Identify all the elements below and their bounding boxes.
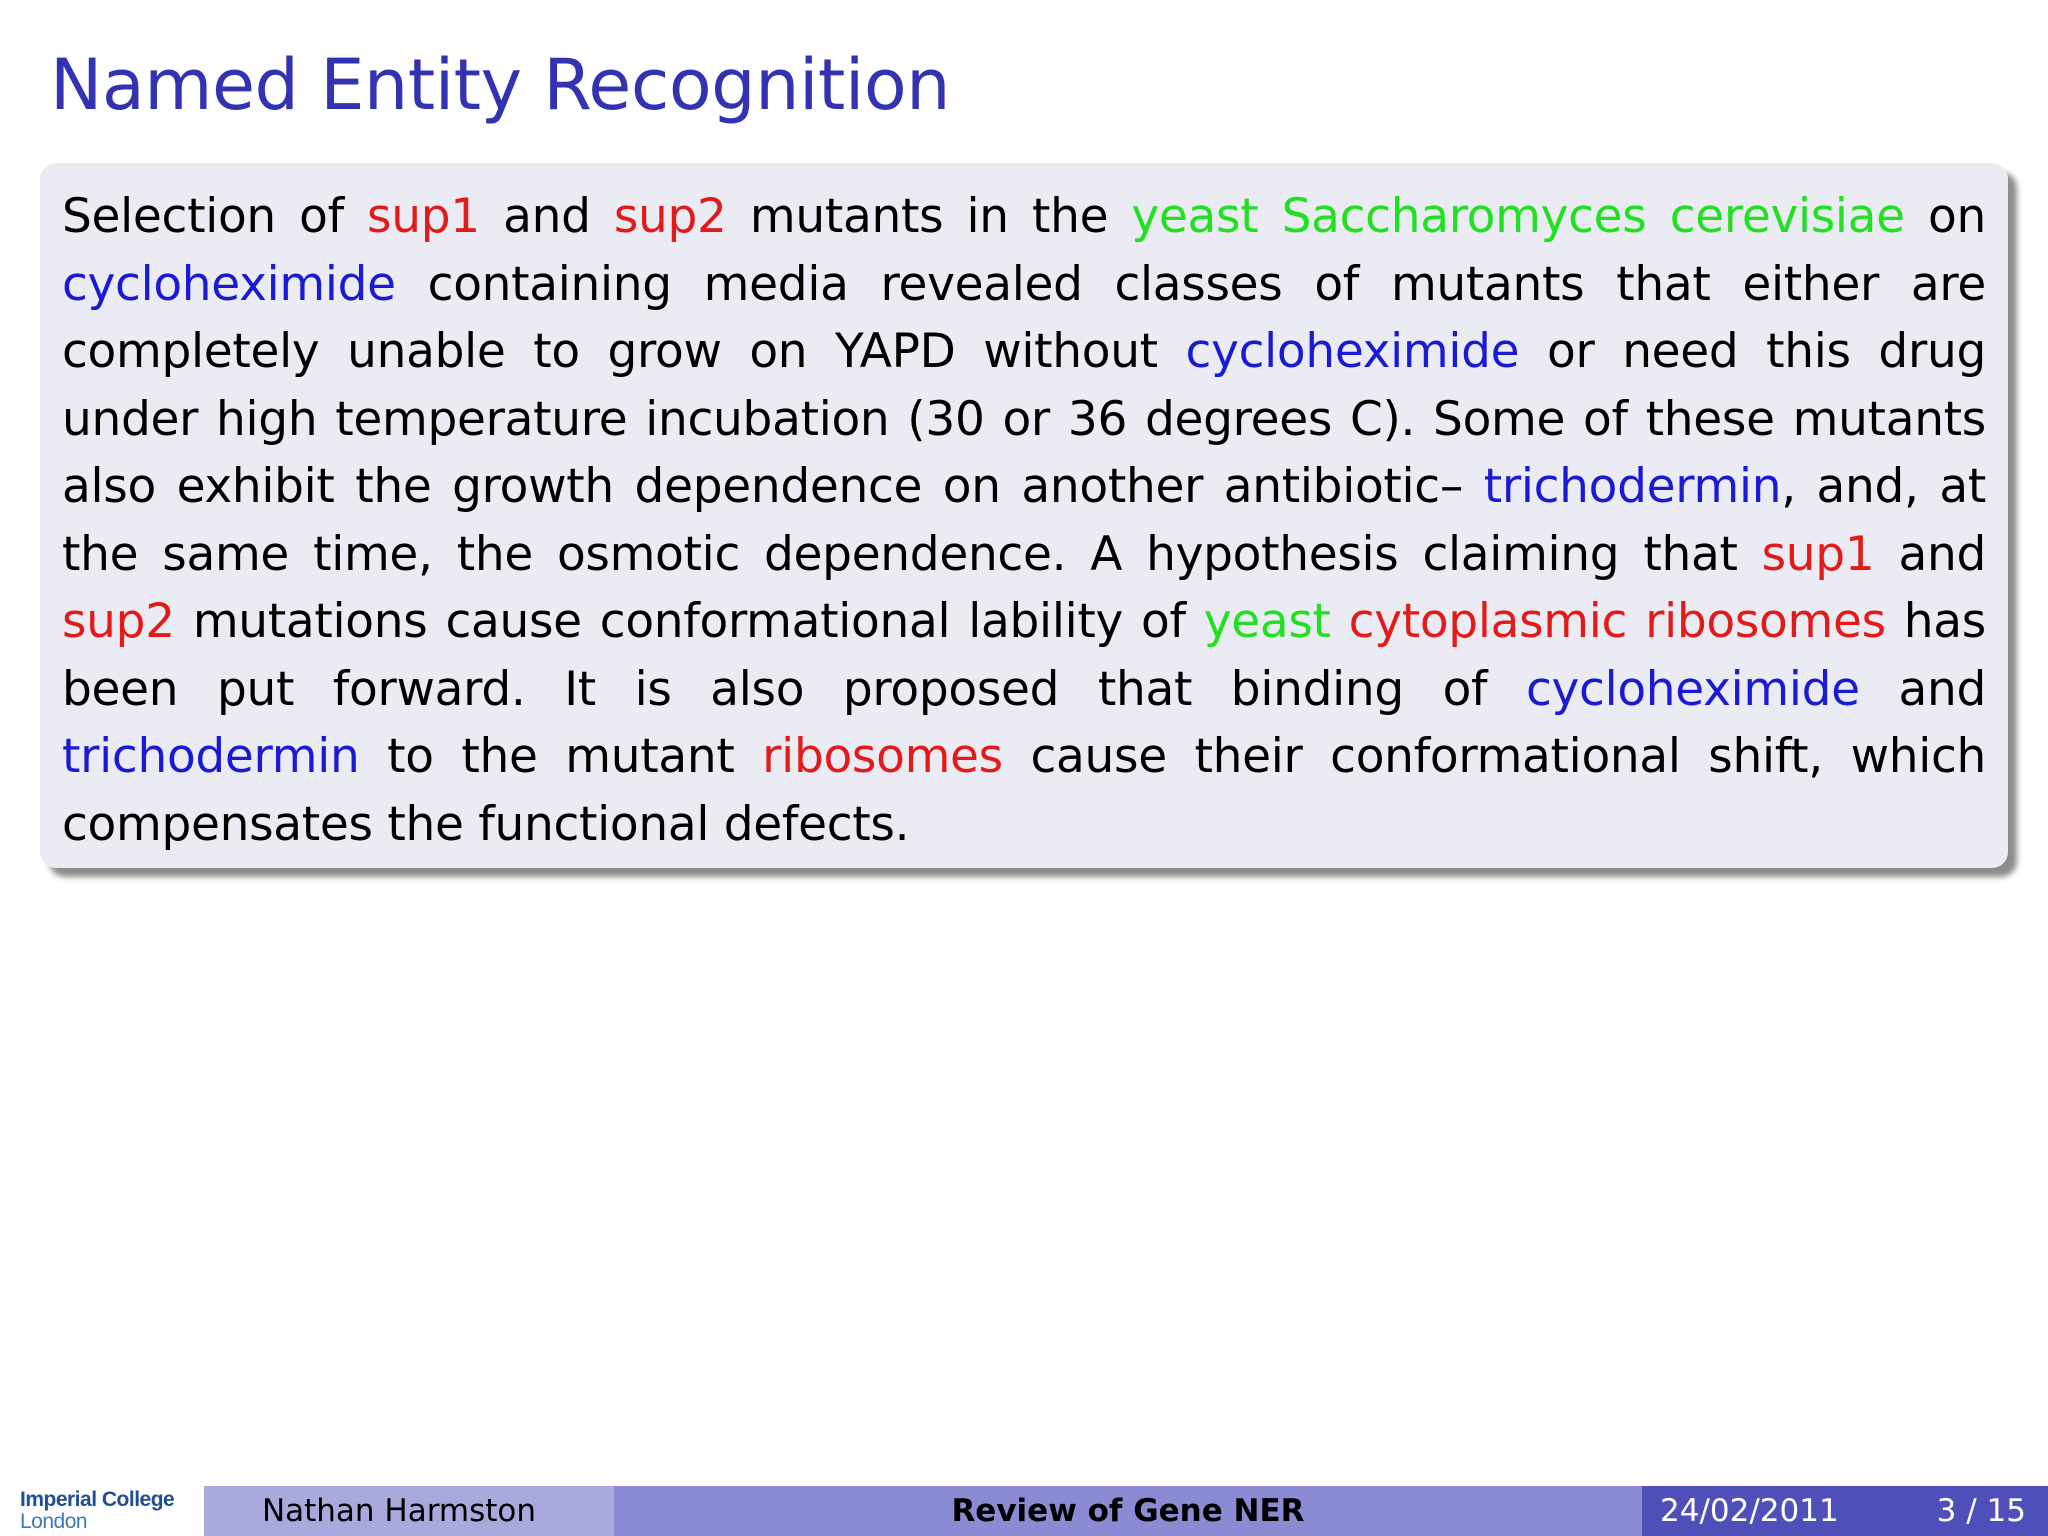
gene-entity: sup1 — [1761, 526, 1875, 582]
imperial-college-logo — [20, 1486, 200, 1536]
text-segment: has been put forward. It is also proposed that binding of — [62, 594, 1986, 717]
text-segment: mutants in the — [726, 189, 1132, 244]
organism-entity: yeast — [1203, 594, 1331, 649]
gene-entity: ribosomes — [762, 729, 1003, 784]
logo-line-2: London — [20, 1510, 88, 1533]
author-name: Nathan Harmston — [261, 1493, 537, 1529]
chem-entity: cycloheximide — [1526, 661, 1860, 717]
text-segment: and — [479, 189, 614, 244]
ner-example-block — [40, 163, 2008, 868]
text-segment: Selection of — [62, 189, 368, 244]
footer — [0, 1486, 2048, 1536]
organism-entity: yeast Saccharomyces cerevisiae — [1131, 189, 1905, 244]
annotated-paragraph — [62, 183, 1986, 858]
chem-entity: trichodermin — [62, 729, 360, 784]
gene-entity: sup2 — [613, 189, 727, 244]
text-segment: on — [1904, 189, 1986, 244]
page-number: 3 / 15 — [1936, 1493, 2026, 1529]
chem-entity: cycloheximide — [1185, 324, 1520, 379]
text-segment: cause their conformational shift, which compensates the functional defects. — [62, 729, 1986, 852]
text-segment: and — [1859, 661, 1986, 717]
gene-entity: cytoplasmic ribosomes — [1348, 594, 1886, 649]
talk-title: Review of Gene NER — [951, 1493, 1305, 1529]
text-segment: containing media revealed classes of mutants that either are completely unable to grow on YAPD without — [62, 256, 1986, 379]
logo-line-1: Imperial College — [20, 1488, 175, 1511]
gene-entity: sup2 — [62, 594, 175, 649]
footer-date-page — [1642, 1486, 2048, 1536]
footer-author — [204, 1486, 614, 1536]
footer-date: 24/02/2011 — [1660, 1493, 1839, 1529]
text-segment: mutations cause conformational lability of — [174, 594, 1204, 649]
text-segment: and — [1874, 526, 1986, 582]
text-segment: or need this drug under high temperature incubation (30 or 36 degrees C). Some of these mutants also exhibit the growth dependence on another antibiotic– — [62, 324, 1986, 514]
chem-entity: trichodermin — [1483, 459, 1782, 514]
slide-title: Named Entity Recognition — [50, 44, 951, 126]
text-segment — [1331, 594, 1349, 649]
gene-entity: sup1 — [367, 189, 480, 244]
footer-talk-title — [614, 1486, 1642, 1536]
chem-entity: cycloheximide — [62, 256, 396, 312]
text-segment: , and, at the same time, the osmotic dependence. A hypothesis claiming that — [62, 459, 1986, 582]
text-segment: to the mutant — [359, 729, 763, 784]
